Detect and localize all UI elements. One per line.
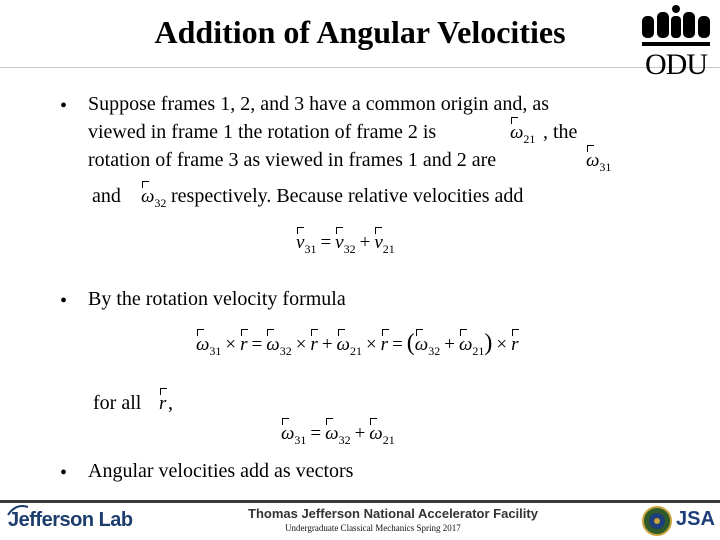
omega-31: $\omega_{31}$ [586, 150, 612, 174]
bullet-1-line-4-and: and [92, 185, 121, 207]
bullet-dot: • [60, 290, 68, 312]
facility-name: Thomas Jefferson National Accelerator Facility [248, 506, 538, 521]
omega-32: $\omega_{32}$ [141, 186, 167, 210]
bullet-1-line-3: rotation of frame 3 as viewed in frames 1 and 2 are [88, 149, 497, 171]
rotation-velocity-equation: $\omega_{31} \times r = \omega_{32} \times r + \omega_{21} \times r = (\omega_{32} + \omega_{21}) \times r$ [196, 330, 519, 358]
doe-seal-icon [642, 506, 672, 536]
bullet-1-line-4: respectively. Because relative velocities add [171, 185, 524, 207]
jefferson-lab-logo: Jefferson Lab [8, 509, 133, 531]
bullet-1-line-1: Suppose frames 1, 2, and 3 have a common origin and, as [88, 93, 550, 115]
crown-icon [640, 4, 712, 50]
bullet-1-line-2: viewed in frame 1 the rotation of frame 2 is [88, 121, 437, 143]
title-divider [0, 67, 720, 68]
logo-text: ODU [645, 48, 707, 81]
for-all-text: for all [93, 392, 142, 414]
footer-divider [0, 500, 720, 503]
course-footnote: Undergraduate Classical Mechanics Spring 2017 [285, 523, 461, 533]
bullet-1-line-2-tail: , the [543, 121, 578, 143]
velocity-addition-equation: $v_{31} = v_{32} + v_{21}$ [296, 232, 395, 256]
bullet-2-line-1: By the rotation velocity formula [88, 288, 346, 310]
angular-velocity-sum-equation: $\omega_{31} = \omega_{32} + \omega_{21}$ [281, 423, 395, 447]
omega-21: $\omega_{21}$ [510, 122, 536, 146]
odu-logo [638, 4, 714, 82]
bullet-3-line-1: Angular velocities add as vectors [88, 460, 354, 482]
r-vector: r [159, 393, 167, 414]
bullet-dot: • [60, 462, 68, 484]
slide-title: Addition of Angular Velocities [154, 14, 566, 50]
jsa-logo: JSA [676, 508, 715, 530]
for-all-comma: , [168, 392, 173, 414]
bullet-dot: • [60, 95, 68, 117]
